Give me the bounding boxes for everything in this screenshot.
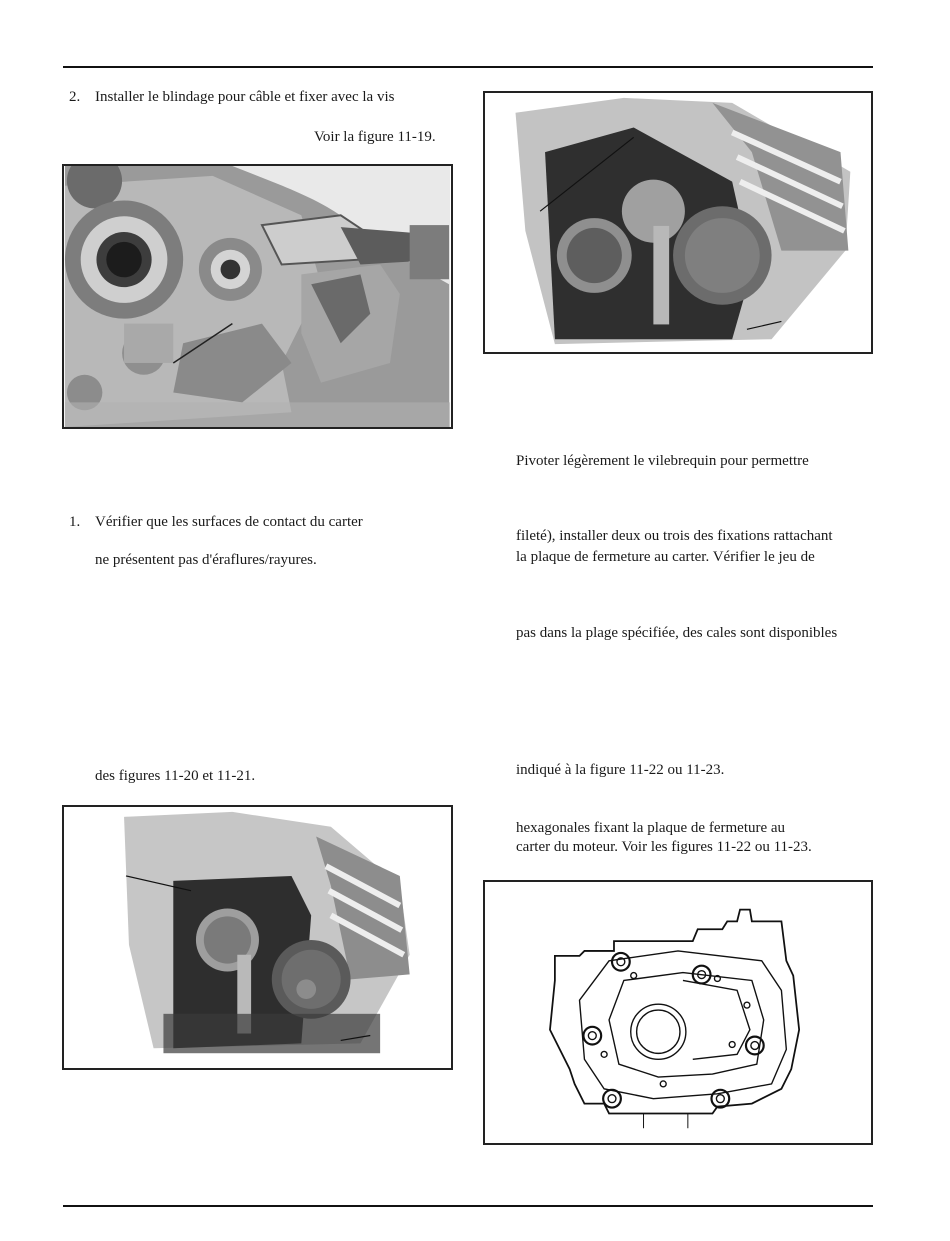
step-1-text-line-1: 1. Vérifier que les surfaces de contact du carter bbox=[69, 511, 363, 533]
crankcase-torque-wrench-photo bbox=[64, 166, 451, 427]
step-2-figure-ref: Voir la figure 11-19. bbox=[314, 129, 436, 145]
figure-11-19-photo bbox=[62, 164, 453, 429]
right-text-line-6: hexagonales fixant la plaque de fermeture au bbox=[516, 820, 786, 836]
right-text-line-1: Pivoter légèrement le vilebrequin pour permettre bbox=[516, 453, 809, 469]
right-text-line-7: carter du moteur. Voir les figures 11-22 ou 11-23. bbox=[516, 839, 812, 855]
gear-train-crankcase-photo bbox=[64, 807, 451, 1068]
step-2-number: 2. bbox=[69, 89, 81, 105]
step-1-text-line-2: ne présentent pas d'éraflures/rayures. bbox=[95, 552, 317, 568]
figure-11-20-photo bbox=[62, 805, 453, 1070]
figure-11-21-photo bbox=[483, 91, 873, 354]
bottom-rule bbox=[63, 1205, 873, 1207]
top-rule bbox=[63, 66, 873, 68]
closure-plate-bolt-diagram bbox=[485, 882, 871, 1143]
right-text-line-4: pas dans la plage spécifiée, des cales sont disponibles bbox=[516, 625, 838, 641]
gear-train-crankcase-alt-photo bbox=[485, 93, 871, 352]
right-text-line-3: la plaque de fermeture au carter. Vérifier le jeu de bbox=[516, 549, 815, 565]
step-1-number: 1. bbox=[69, 514, 81, 530]
step-2-text: 2. Installer le blindage pour câble et fixer avec la vis bbox=[69, 86, 394, 108]
right-text-line-2: fileté), installer deux ou trois des fixations rattachant bbox=[516, 528, 833, 544]
figure-11-22-diagram bbox=[483, 880, 873, 1145]
right-text-line-5: indiqué à la figure 11-22 ou 11-23. bbox=[516, 762, 725, 778]
figures-ref-text: des figures 11-20 et 11-21. bbox=[95, 768, 256, 784]
